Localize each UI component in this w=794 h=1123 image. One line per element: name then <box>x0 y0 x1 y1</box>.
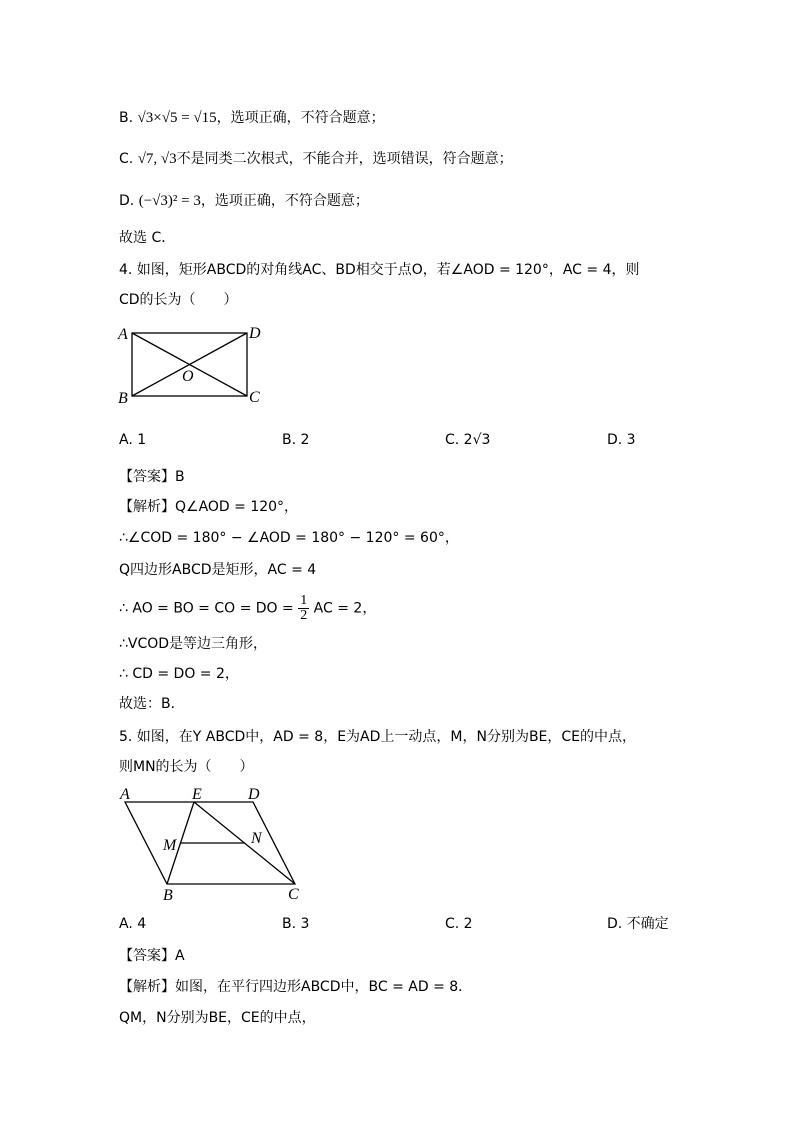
option-d-text: ，选项正确，不符合题意； <box>200 193 369 209</box>
q4-solution-1: 【解析】Q∠AOD = 120°， <box>119 499 299 515</box>
label-m: M <box>163 837 177 854</box>
option-b-text: ，选项正确，不符合题意； <box>216 110 385 126</box>
label-o: O <box>182 368 194 385</box>
label-c: C <box>249 389 260 406</box>
label-e: E <box>192 786 202 803</box>
q5-parallelogram-figure <box>112 780 312 908</box>
option-d-math: (−√3)² = 3 <box>138 193 201 209</box>
q5-option-b: B. 3 <box>282 916 310 932</box>
q4-solution-4-left: ∴ AO = BO = CO = DO = <box>119 600 294 617</box>
q4-option-a: A. 1 <box>119 432 147 448</box>
q5-stem-line1: 5. 如图，在Y ABCD中，AD = 8，E为AD上一动点，M，N分别为BE，CE的中点， <box>119 729 637 745</box>
label-c: C <box>288 886 299 903</box>
option-c-label: C. <box>119 151 134 167</box>
q5-solution-2: QM，N分别为BE，CE的中点， <box>119 1010 316 1026</box>
q5-option-a: A. 4 <box>119 916 147 932</box>
q4-solution-4-right: AC = 2， <box>313 600 377 617</box>
option-b-line <box>119 108 385 128</box>
q4-stem-line2: CD的长为（ ） <box>119 292 238 308</box>
q4-option-c: C. 2√3 <box>445 432 491 448</box>
q4-solution-3: Q四边形ABCD是矩形，AC = 4 <box>119 562 317 578</box>
option-c-text: 不是同类二次根式，不能合并，选项错误，符合题意； <box>176 151 513 167</box>
label-n: N <box>251 830 262 847</box>
label-b: B <box>118 390 128 407</box>
label-a: A <box>120 786 130 803</box>
q4-solution-6: ∴ CD = DO = 2， <box>119 666 239 682</box>
option-c-math: √7, √3 <box>137 151 177 167</box>
q5-solution-1: 【解析】如图，在平行四边形ABCD中，BC = AD = 8． <box>119 979 473 995</box>
choose-c: 故选 C． <box>119 230 176 246</box>
label-a: A <box>118 326 128 343</box>
q4-solution-7: 故选：B． <box>119 696 185 712</box>
label-d: D <box>248 786 260 803</box>
label-b: B <box>163 887 173 904</box>
fraction-denominator: 2 <box>300 608 308 623</box>
one-half-fraction <box>298 594 309 623</box>
q4-option-d: D. 3 <box>607 432 636 448</box>
q5-answer: 【答案】A <box>119 948 185 964</box>
q4-solution-4 <box>119 594 376 623</box>
q5-stem-line2: 则MN的长为（ ） <box>119 759 254 775</box>
option-b-math: √3×√5 = √15 <box>137 110 217 126</box>
q5-option-d: D. 不确定 <box>607 916 669 932</box>
option-c-line <box>119 149 513 169</box>
fraction-numerator: 1 <box>300 593 308 608</box>
q4-option-b: B. 2 <box>282 432 310 448</box>
option-b-label: B. <box>119 110 134 126</box>
q4-answer: 【答案】B <box>119 469 185 485</box>
q5-option-c: C. 2 <box>445 916 473 932</box>
q4-solution-2: ∴∠COD = 180° − ∠AOD = 180° − 120° = 60°， <box>119 530 459 546</box>
q4-rectangle-figure <box>112 320 272 412</box>
option-d-label: D. <box>119 193 135 209</box>
option-d-line <box>119 191 369 211</box>
q4-stem-line1: 4. 如图，矩形ABCD的对角线AC、BD相交于点O，若∠AOD = 120°，AC = 4，则 <box>119 262 640 278</box>
q4-solution-5: ∴VCOD是等边三角形， <box>119 636 268 652</box>
label-d: D <box>249 325 261 342</box>
